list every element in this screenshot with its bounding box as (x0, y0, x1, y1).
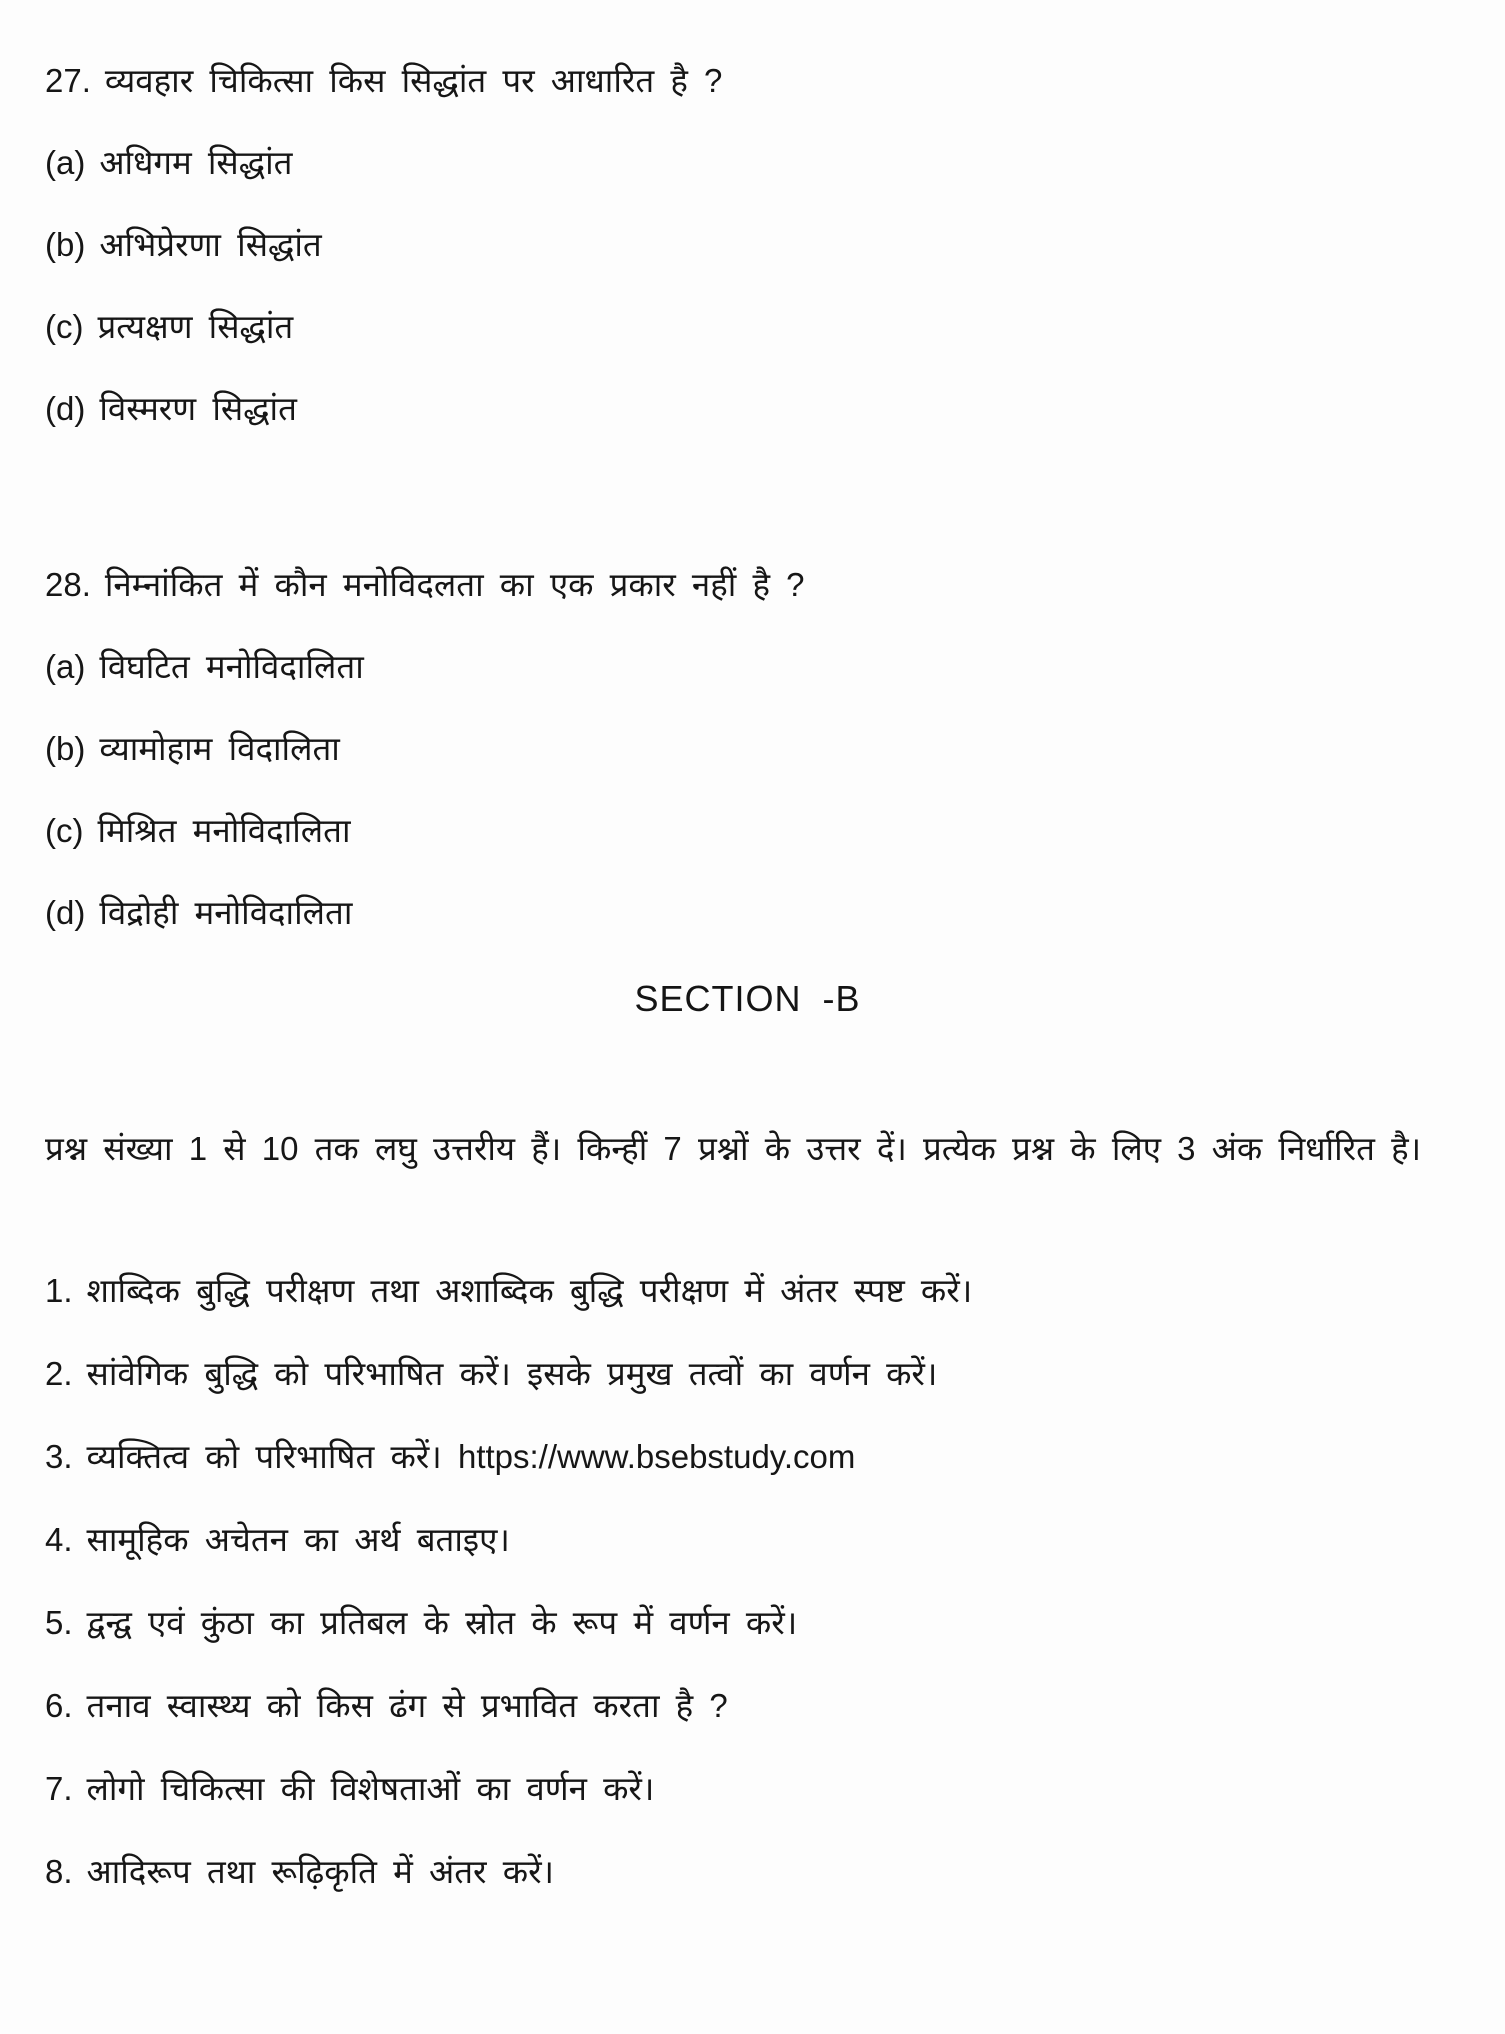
option-text: अभिप्रेरणा सिद्धांत (99, 226, 322, 263)
question-number: 4. (45, 1521, 73, 1558)
question-text: व्यवहार चिकित्सा किस सिद्धांत पर आधारित है ? (104, 62, 723, 99)
option-label: (c) (45, 812, 84, 849)
question-27-option-b (45, 220, 1450, 270)
question-28-option-a (45, 642, 1450, 692)
short-question-7 (45, 1764, 1450, 1814)
option-text: प्रत्यक्षण सिद्धांत (97, 308, 294, 345)
option-label: (d) (45, 894, 86, 931)
short-question-1 (45, 1266, 1450, 1316)
short-question-4 (45, 1515, 1450, 1565)
question-number: 2. (45, 1355, 73, 1392)
question-27 (45, 56, 1450, 106)
option-text: मिश्रित मनोविदालिता (97, 812, 351, 849)
question-text: तनाव स्वास्थ्य को किस ढंग से प्रभावित करता है ? (86, 1687, 728, 1724)
question-number: 6. (45, 1687, 73, 1724)
question-28-option-c (45, 806, 1450, 856)
question-number: 27. (45, 62, 91, 99)
question-number: 5. (45, 1604, 73, 1641)
option-label: (a) (45, 648, 86, 685)
question-text: व्यक्तित्व को परिभाषित करें। https://www.bsebstudy.com (86, 1438, 856, 1475)
section-b-heading: SECTION -B (634, 978, 861, 1019)
question-number: 8. (45, 1853, 73, 1890)
question-27-option-a (45, 138, 1450, 188)
question-28 (45, 560, 1450, 610)
question-text: आदिरूप तथा रूढ़िकृति में अंतर करें। (86, 1853, 555, 1890)
question-number: 3. (45, 1438, 73, 1475)
question-28-option-b (45, 724, 1450, 774)
question-number: 28. (45, 566, 91, 603)
short-question-3 (45, 1432, 1450, 1482)
option-text: अधिगम सिद्धांत (99, 144, 293, 181)
question-number: 1. (45, 1272, 73, 1309)
short-question-5 (45, 1598, 1450, 1648)
short-question-2 (45, 1349, 1450, 1399)
option-label: (b) (45, 226, 86, 263)
question-text: शाब्दिक बुद्धि परीक्षण तथा अशाब्दिक बुद्धि परीक्षण में अंतर स्पष्ट करें। (86, 1272, 973, 1309)
spacer (45, 474, 1450, 560)
question-text: सामूहिक अचेतन का अर्थ बताइए। (86, 1521, 510, 1558)
section-b-instructions: प्रश्न संख्या 1 से 10 तक लघु उत्तरीय हैं। किन्हीं 7 प्रश्नों के उत्तर दें। प्रत्येक प्रश्न के लिए 3 अंक निर्धारित है। (45, 1130, 1422, 1167)
question-number: 7. (45, 1770, 73, 1807)
short-question-8 (45, 1847, 1450, 1897)
question-28-block (45, 560, 1450, 938)
question-27-block (45, 56, 1450, 434)
option-text: विद्रोही मनोविदालिता (99, 894, 353, 931)
option-label: (b) (45, 730, 86, 767)
short-answer-question-list (45, 1266, 1450, 1897)
question-27-option-d (45, 384, 1450, 434)
question-text: निम्नांकित में कौन मनोविदलता का एक प्रकार नहीं है ? (104, 566, 805, 603)
option-label: (c) (45, 308, 84, 345)
option-text: विघटित मनोविदालिता (99, 648, 364, 685)
question-28-option-d (45, 888, 1450, 938)
option-text: व्यामोहाम विदालिता (99, 730, 340, 767)
question-text: सांवेगिक बुद्धि को परिभाषित करें। इसके प्रमुख तत्वों का वर्णन करें। (86, 1355, 938, 1392)
question-27-option-c (45, 302, 1450, 352)
option-text: विस्मरण सिद्धांत (99, 390, 297, 427)
short-question-6 (45, 1681, 1450, 1731)
question-text: लोगो चिकित्सा की विशेषताओं का वर्णन करें। (86, 1770, 655, 1807)
option-label: (d) (45, 390, 86, 427)
question-text: द्वन्द्व एवं कुंठा का प्रतिबल के स्रोत के रूप में वर्णन करें। (86, 1604, 798, 1641)
option-label: (a) (45, 144, 86, 181)
